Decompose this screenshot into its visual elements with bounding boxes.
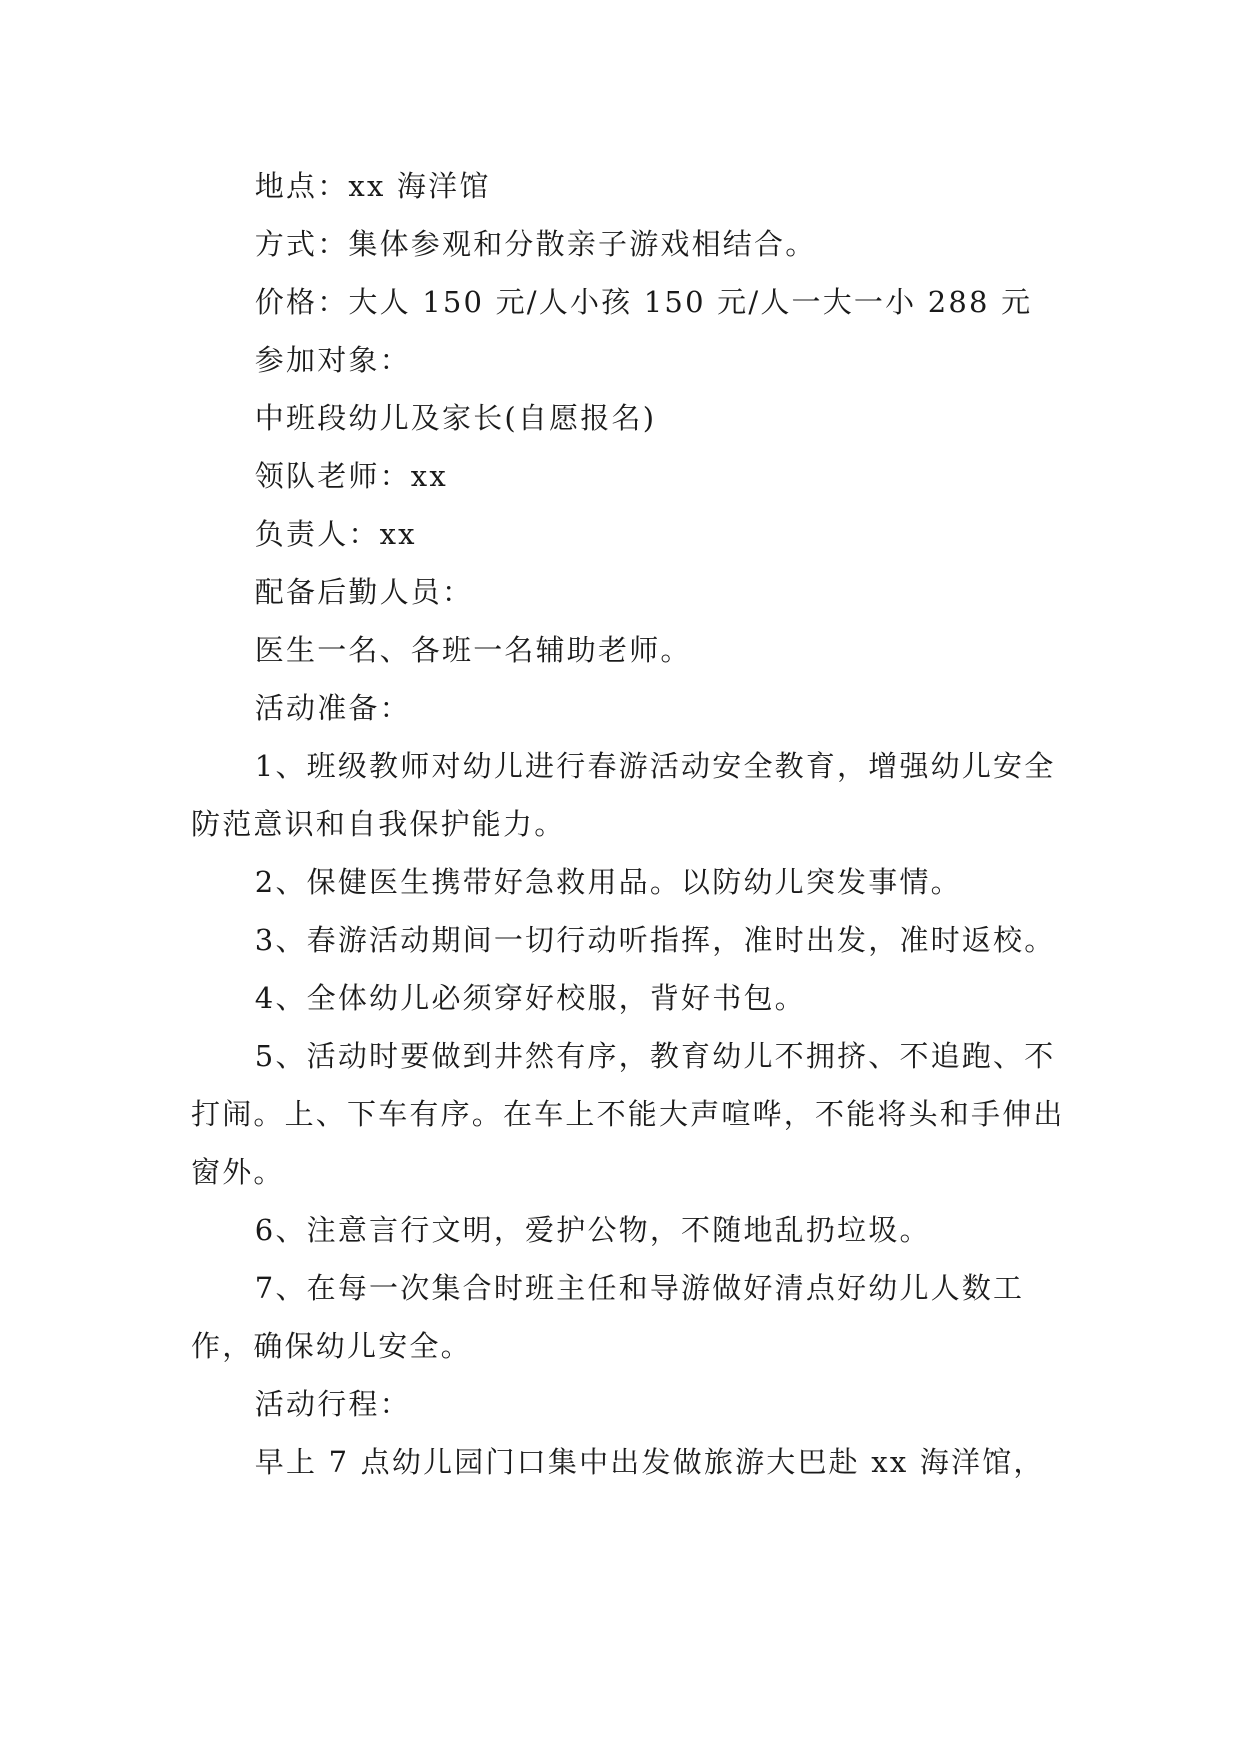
paragraph-location: 地点：xx 海洋馆 (254, 169, 491, 203)
paragraph-price: 价格：大人 150 元/人小孩 150 元/人一大一小 288 元 (254, 285, 1033, 319)
paragraph-preparation-item-6: 6、注意言行文明，爱护公物，不随地乱扔垃圾。 (254, 1213, 931, 1247)
document-body (191, 157, 1071, 1491)
paragraph-preparation-item-7: 7、在每一次集合时班主任和导游做好清点好幼儿人数工作，确保幼儿安全。 (191, 1271, 1025, 1363)
paragraph-person-in-charge: 负责人：xx (254, 517, 417, 551)
paragraph-preparation-item-5: 5、活动时要做到井然有序，教育幼儿不拥挤、不追跑、不打闹。上、下车有序。在车上不能大声喧哗，不能将头和手伸出窗外。 (191, 1039, 1065, 1189)
paragraph-logistics-heading: 配备后勤人员： (254, 575, 474, 609)
paragraph-preparation-item-3: 3、春游活动期间一切行动听指挥，准时出发，准时返校。 (254, 923, 1056, 957)
paragraph-preparation-item-4: 4、全体幼儿必须穿好校服，背好书包。 (254, 981, 806, 1015)
paragraph-preparation-heading: 活动准备： (254, 691, 411, 725)
paragraph-method: 方式：集体参观和分散亲子游戏相结合。 (254, 227, 817, 261)
paragraph-participants: 中班段幼儿及家长(自愿报名) (254, 401, 657, 435)
paragraph-lead-teacher: 领队老师：xx (254, 459, 448, 493)
paragraph-preparation-item-1: 1、班级教师对幼儿进行春游活动安全教育，增强幼儿安全防范意识和自我保护能力。 (191, 749, 1056, 841)
paragraph-itinerary-heading: 活动行程： (254, 1387, 411, 1421)
paragraph-participants-heading: 参加对象： (254, 343, 411, 377)
paragraph-itinerary: 早上 7 点幼儿园门口集中出发做旅游大巴赴 xx 海洋馆， (254, 1445, 1045, 1479)
paragraph-logistics: 医生一名、各班一名辅助老师。 (254, 633, 692, 667)
paragraph-preparation-item-2: 2、保健医生携带好急救用品。以防幼儿突发事情。 (254, 865, 962, 899)
